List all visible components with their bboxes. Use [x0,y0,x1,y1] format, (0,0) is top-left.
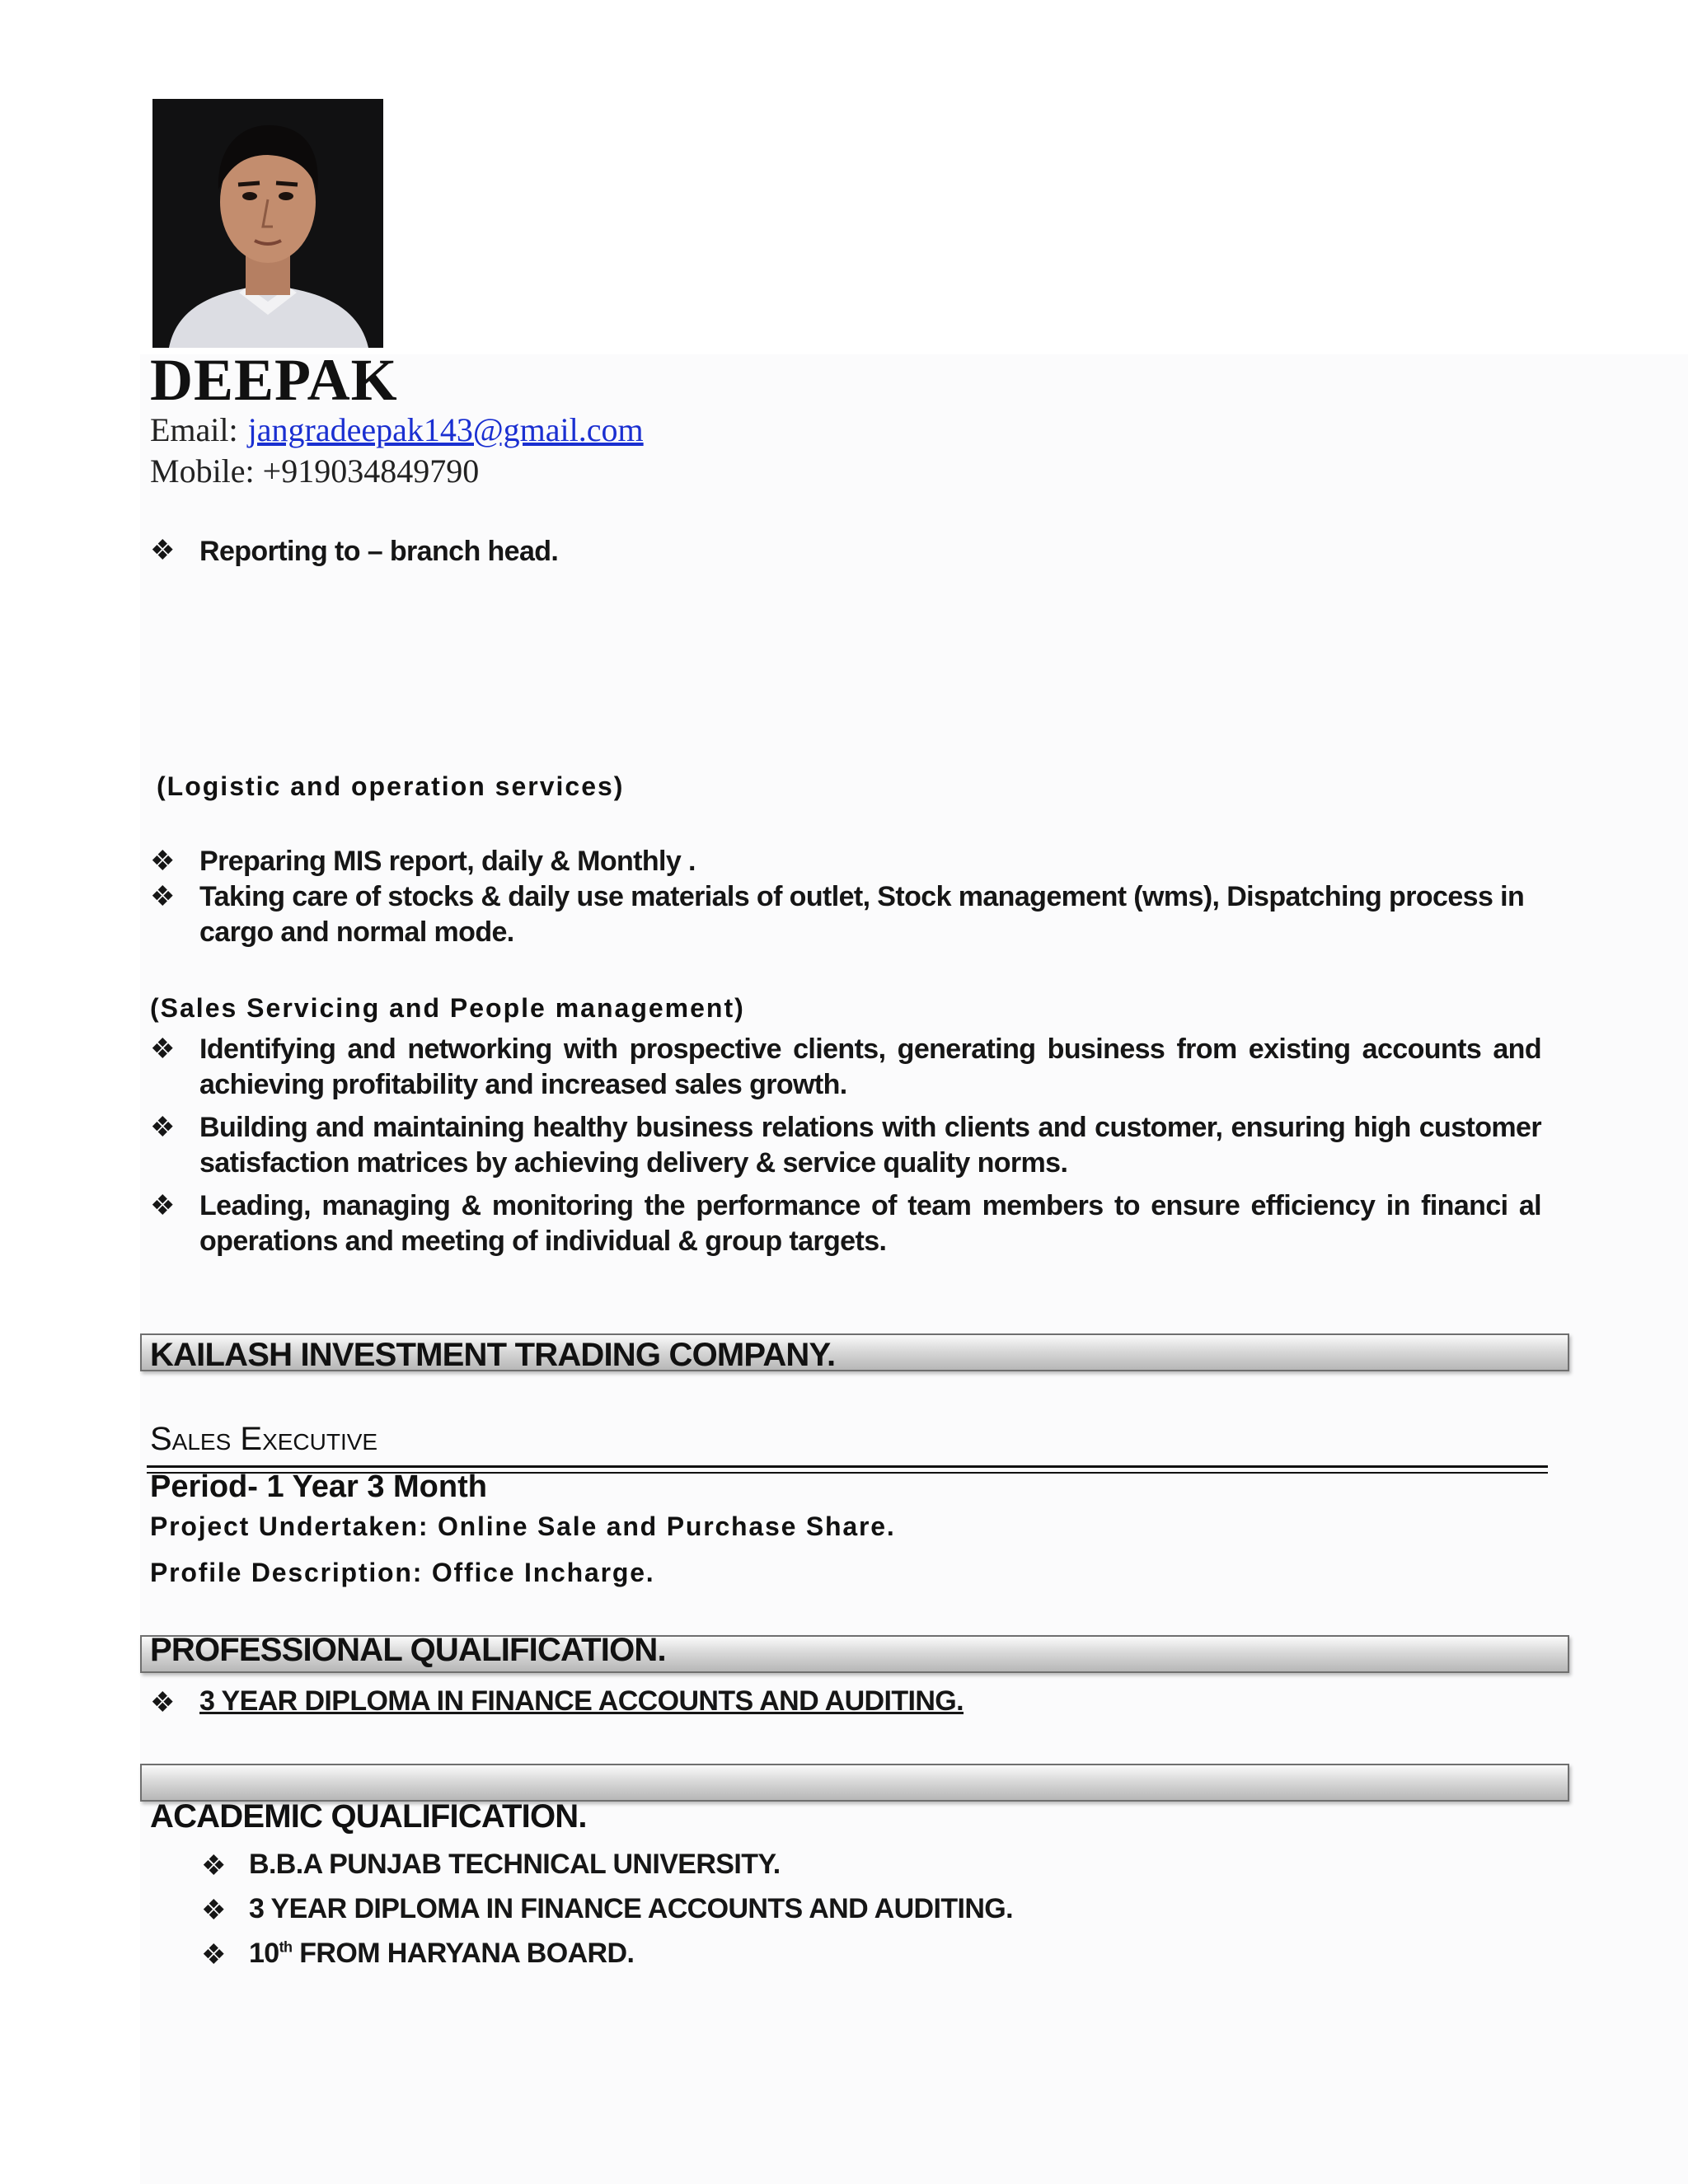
email-label: Email: [150,411,238,448]
professional-title: PROFESSIONAL QUALIFICATION. [150,1632,666,1668]
project-line: Project Undertaken: Online Sale and Purchase Share. [150,1511,896,1541]
bullet-icon: ❖ [150,881,176,912]
sales-item-relations: Building and maintaining healthy business relations with clients and customer, ensuring high customer satisfaction matrices by achieving delivery & service quality norms. [199,1112,1541,1179]
sales-item-networking: Identifying and networking with prospective clients, generating business from existing accounts and achieving profitability and increased sales growth. [199,1033,1541,1100]
academic-item-diploma: 3 YEAR DIPLOMA IN FINANCE ACCOUNTS AND AUDITING. [249,1893,1014,1924]
bullet-icon: ❖ [201,1939,227,1971]
bullet-icon: ❖ [201,1850,227,1882]
sales-item-leading: Leading, managing & monitoring the performance of team members to ensure efficiency in financi al operations and meeting of individual & group targets. [199,1190,1541,1257]
bullet-icon: ❖ [150,1190,176,1221]
tenth-number: 10 [249,1938,279,1969]
reporting-line: Reporting to – branch head. [199,536,559,567]
academic-item-tenth [249,1938,634,1970]
bullet-icon: ❖ [201,1895,227,1926]
candidate-name: DEEPAK [150,347,398,413]
bullet-icon: ❖ [150,846,176,877]
period-line: Period- 1 Year 3 Month [150,1469,487,1504]
company-title: KAILASH INVESTMENT TRADING COMPANY. [150,1337,836,1373]
profile-line: Profile Description: Office Incharge. [150,1558,655,1587]
academic-bar [140,1764,1569,1802]
mobile-line: Mobile: +919034849790 [150,452,480,490]
logistic-item-stocks: Taking care of stocks & daily use materials of outlet, Stock management (wms), Dispatching process in cargo and normal mode. [199,881,1525,948]
bullet-icon: ❖ [150,1033,176,1065]
academic-item-bba: B.B.A PUNJAB TECHNICAL UNIVERSITY. [249,1849,781,1880]
email-link[interactable]: jangradeepak143@gmail.com [247,411,644,448]
bullet-icon: ❖ [150,1112,176,1143]
bullet-icon: ❖ [150,535,176,566]
profile-photo [152,99,383,348]
logistic-heading: (Logistic and operation services) [157,771,625,801]
tenth-rest: FROM HARYANA BOARD. [292,1938,635,1969]
bullet-icon: ❖ [150,1687,176,1718]
role-title: Sales Executive [150,1421,378,1457]
portrait-illustration [152,99,383,348]
academic-title: ACADEMIC QUALIFICATION. [150,1798,587,1835]
email-line [150,410,644,449]
professional-item: 3 YEAR DIPLOMA IN FINANCE ACCOUNTS AND AUDITING. [199,1685,964,1717]
logistic-item-mis: Preparing MIS report, daily & Monthly . [199,846,696,877]
sales-heading: (Sales Servicing and People management) [150,993,745,1023]
tenth-suffix: th [279,1938,293,1956]
